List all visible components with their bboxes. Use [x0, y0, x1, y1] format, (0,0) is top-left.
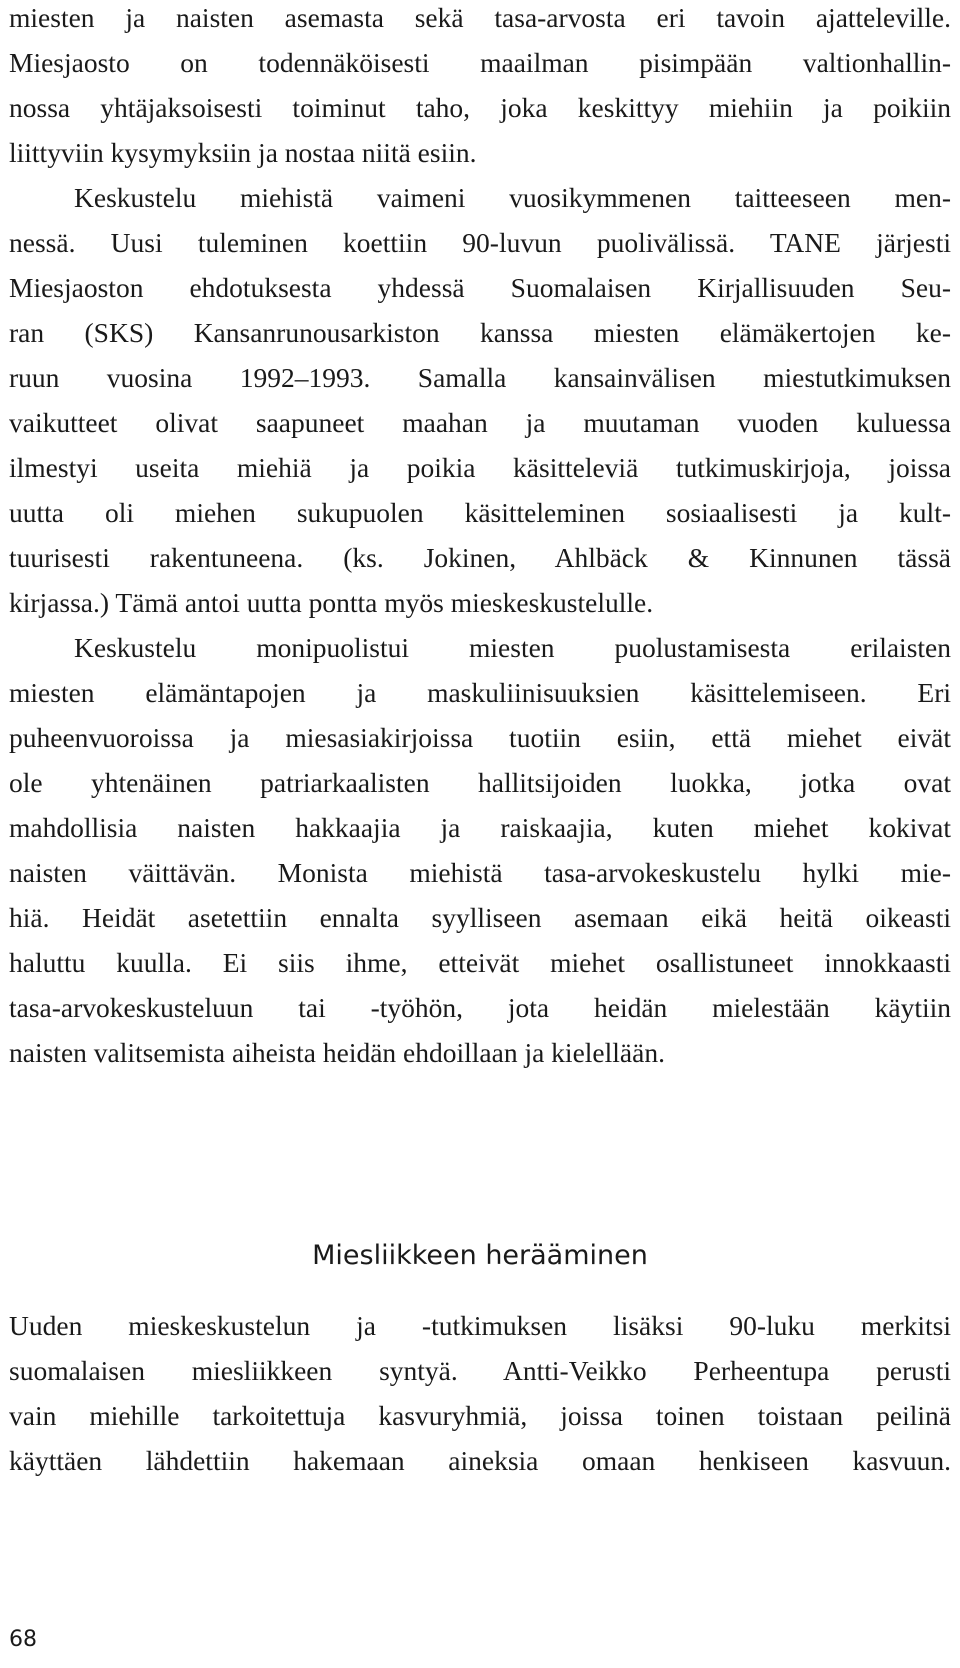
text-line: hiä. Heidät asetettiin ennalta syylliseen asemaan eikä heitä oikeasti: [9, 902, 951, 933]
text-line: Miesjaosto on todennäköisesti maailman pisimpään valtionhallin-: [9, 47, 951, 78]
text-line: suomalaisen miesliikkeen syntyä. Antti-Veikko Perheentupa perusti: [9, 1355, 951, 1386]
text-line: uutta oli miehen sukupuolen käsitteleminen sosiaalisesti ja kult-: [9, 497, 951, 528]
text-line: liittyviin kysymyksiin ja nostaa niitä esiin.: [9, 137, 477, 168]
text-line: ole yhtenäinen patriarkaalisten hallitsijoiden luokka, jotka ovat: [9, 767, 951, 798]
text-line: Keskustelu monipuolistui miesten puolustamisesta erilaisten: [74, 632, 951, 663]
text-line: ilmestyi useita miehiä ja poikia käsitteleviä tutkimuskirjoja, joissa: [9, 452, 951, 483]
text-line: tasa-arvokeskusteluun tai -työhön, jota heidän mielestään käytiin: [9, 992, 951, 1023]
text-line: käyttäen lähdettiin hakemaan aineksia omaan henkiseen kasvuun.: [9, 1445, 951, 1476]
text-line: miesten ja naisten asemasta sekä tasa-arvosta eri tavoin ajatteleville.: [9, 2, 951, 33]
text-line: haluttu kuulla. Ei siis ihme, etteivät miehet osallistuneet innokkaasti: [9, 947, 951, 978]
text-line: nessä. Uusi tuleminen koettiin 90-luvun puolivälissä. TANE järjesti: [9, 227, 951, 258]
text-line: naisten väittävän. Monista miehistä tasa-arvokeskustelu hylki mie-: [9, 857, 951, 888]
text-line: ruun vuosina 1992–1993. Samalla kansainvälisen miestutkimuksen: [9, 362, 951, 393]
page-number: 68: [9, 1627, 37, 1652]
text-line: nossa yhtäjaksoisesti toiminut taho, joka keskittyy miehiin ja poikiin: [9, 92, 951, 123]
text-line: naisten valitsemista aiheista heidän ehdoillaan ja kielellään.: [9, 1037, 665, 1068]
text-line: kirjassa.) Tämä antoi uutta pontta myös mieskeskustelulle.: [9, 587, 654, 618]
section-heading: Miesliikkeen herääminen: [312, 1240, 648, 1271]
text-line: ran (SKS) Kansanrunousarkiston kanssa miesten elämäkertojen ke-: [9, 317, 951, 348]
text-line: vain miehille tarkoitettuja kasvuryhmiä, joissa toinen toistaan peilinä: [9, 1400, 951, 1431]
text-line: mahdollisia naisten hakkaajia ja raiskaajia, kuten miehet kokivat: [9, 812, 951, 843]
text-line: vaikutteet olivat saapuneet maahan ja muutaman vuoden kuluessa: [9, 407, 951, 438]
text-line: tuurisesti rakentuneena. (ks. Jokinen, Ahlbäck & Kinnunen tässä: [9, 542, 951, 573]
text-line: miesten elämäntapojen ja maskuliinisuuksien käsittelemiseen. Eri: [9, 677, 951, 708]
text-line: Keskustelu miehistä vaimeni vuosikymmenen taitteeseen men-: [74, 182, 951, 213]
text-line: Miesjaoston ehdotuksesta yhdessä Suomalaisen Kirjallisuuden Seu-: [9, 272, 951, 303]
text-line: puheenvuoroissa ja miesasiakirjoissa tuotiin esiin, että miehet eivät: [9, 722, 951, 753]
text-line: Uuden mieskeskustelun ja -tutkimuksen lisäksi 90-luku merkitsi: [9, 1310, 951, 1341]
